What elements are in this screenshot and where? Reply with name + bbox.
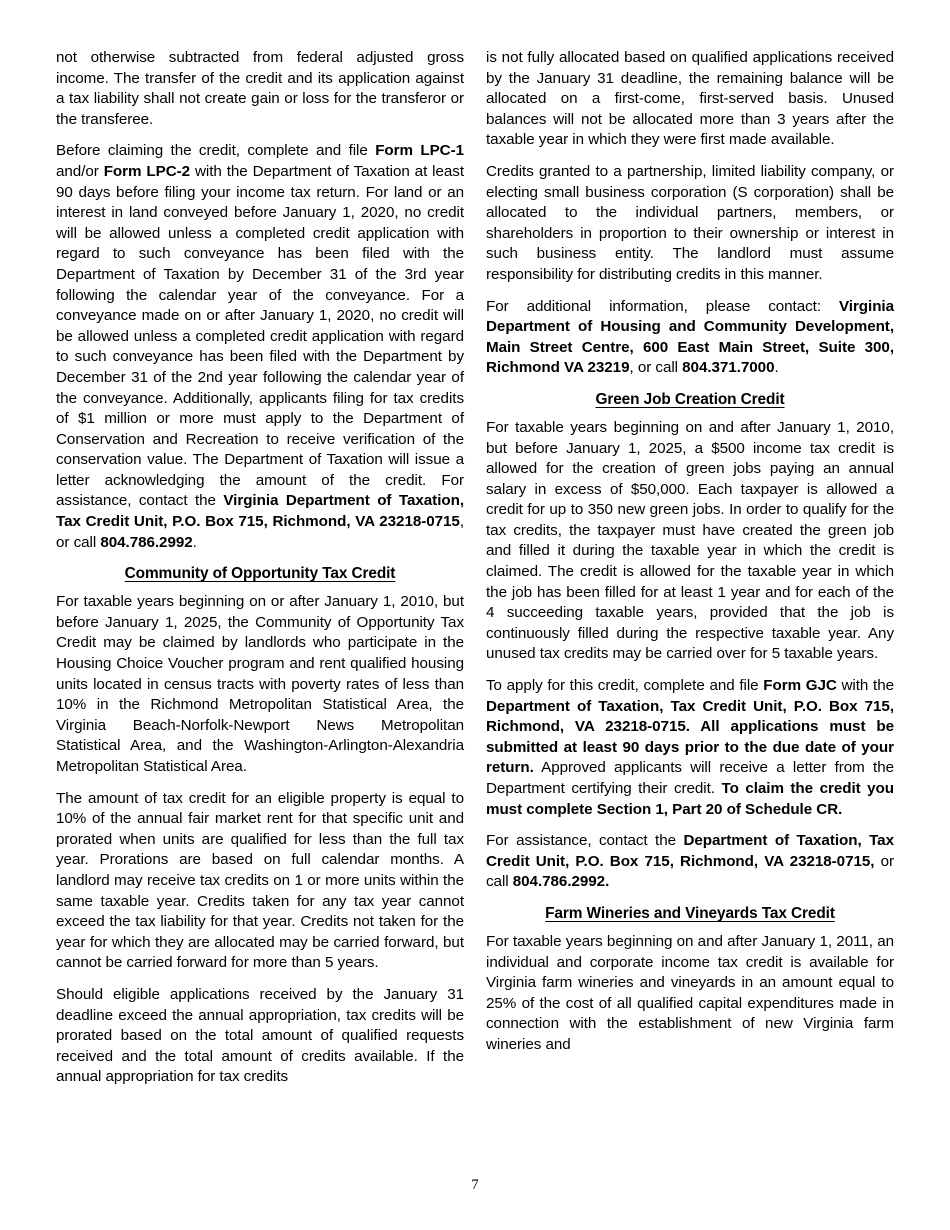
heading-green-job-creation-credit: Green Job Creation Credit bbox=[595, 390, 785, 408]
body-text: For taxable years beginning on and after January 1, 2010, but before January 1, 2025, a $500 income tax credit is allowed for the creation of green jobs paying an annual salary in excess of $50,000. Each taxpayer is allowed a credit for up to 350 new green jobs. In order to qualify for the tax credits, the taxpayer must have created the green job and filled it during the taxable year in which the credit is claimed. The credit is allowed for the taxable year in which the job has been filled for at least 1 year and for each of the 4 succeeding taxable years, provided that the job is continuously filled during the respective taxable year. Any unused tax credits may be carried over for 5 taxable years. bbox=[486, 418, 894, 663]
paragraph-gjc-assistance-contact bbox=[486, 831, 894, 893]
heading-community-of-opportunity-tax-credit: Community of Opportunity Tax Credit bbox=[124, 565, 396, 583]
emphasis-text: Form GJC bbox=[763, 677, 837, 695]
body-text: For additional information, please contact: bbox=[486, 297, 839, 315]
body-text: Before claiming the credit, complete and file bbox=[56, 142, 376, 160]
page-number: 7 bbox=[471, 1177, 479, 1193]
body-text: The amount of tax credit for an eligible property is equal to 10% of the annual fair market rent for that specific unit and prorated when units are qualified for less than the full tax year. Prorations are based on full calendar months. A landlord may receive tax credits on 1 or more units within the same taxable year. Credits taken for any tax year cannot exceed the tax liability for that year. Credits not taken for the year for which they are allocated may be carried forward, but cannot be carried forward for more than 5 years. bbox=[56, 789, 464, 972]
paragraph-before-claiming-credit bbox=[56, 141, 464, 553]
paragraph-community-opportunity-overview bbox=[56, 592, 464, 777]
paragraph-apply-form-gjc bbox=[486, 676, 894, 820]
emphasis-text: 804.786.2992 bbox=[100, 533, 193, 551]
body-text: and/or bbox=[56, 162, 104, 180]
body-text: , or call bbox=[56, 513, 464, 551]
paragraph-allocation-first-come-first-served bbox=[486, 48, 894, 151]
body-text: is not fully allocated based on qualified applications received by the January 31 deadline, the remaining balance will be allocated on a first-come, first-served basis. Unused balances will not be allocated more than 3 years after the taxable year in which they were first made available. bbox=[486, 49, 894, 149]
body-text: To apply for this credit, complete and file bbox=[486, 677, 764, 695]
two-column-body bbox=[56, 48, 894, 1168]
body-text: or call bbox=[486, 852, 895, 891]
paragraph-additional-information-dhcd bbox=[486, 297, 894, 379]
paragraph-farm-wineries-overview bbox=[486, 932, 894, 1056]
paragraph-credits-granted-to-partnership bbox=[486, 162, 894, 286]
body-text: with the Department of Taxation at least 90 days before filing your income tax return. For land or an interest in land conveyed before January 1, 2020, no credit will be allowed unless a completed credit application with regard to such conveyance has been filed with the Department of Taxation by December 31 of the 3rd year following the calendar year of the conveyance. For a conveyance made on or after January 1, 2020, no credit will be allowed unless a completed credit application with regard to such conveyance has been filed with the Department by December 31 of the 2nd year following the calendar year of the conveyance. Additionally, applicants filing for tax credits of $1 million or more must apply to the Department of Conservation and Recreation to receive verification of the conservation value. The Department of Taxation will issue a letter acknowledging the amount of the credit. For assistance, contact the bbox=[56, 162, 464, 510]
body-text: Should eligible applications received by the January 31 deadline exceed the annual appropriation, tax credits will be prorated based on the total amount of qualified requests received and the total amount of credits available. If the annual appropriation for tax credits bbox=[56, 985, 464, 1086]
emphasis-text: Department of Taxation, Tax Credit Unit, P.O. Box 715, Richmond, VA 23218-0715, bbox=[486, 832, 894, 870]
emphasis-text: To claim the credit you must complete Section 1, Part 20 of Schedule CR. bbox=[486, 780, 894, 818]
body-text: For assistance, contact the bbox=[486, 832, 684, 850]
body-text: For taxable years beginning on or after January 1, 2010, but before January 1, 2025, the Community of Opportunity Tax Credit may be claimed by landlords who participate in the Housing Choice Voucher program and rent qualified housing units located in census tracts with poverty rates of less than 10% in the Richmond Metropolitan Statistical Area, the Virginia Beach-Norfolk-Newport News Metropolitan Statistical Area, and the Washington-Arlington-Alexandria Metropolitan Statistical Area. bbox=[56, 593, 464, 775]
emphasis-text: Virginia Department of Taxation, Tax Credit Unit, P.O. Box 715, Richmond, VA 23218-0715 bbox=[56, 492, 464, 531]
emphasis-text: Department of Taxation, Tax Credit Unit, P.O. Box 715, Richmond, VA 23218-0715. All applications must be submitted at least 90 days prior to the due date of your return. bbox=[486, 697, 894, 777]
emphasis-text: Virginia Department of Housing and Community Development, Main Street Centre, 600 East Main Street, Suite 300, Richmond VA 23219 bbox=[486, 297, 894, 377]
body-text: Credits granted to a partnership, limited liability company, or electing small business corporation (S corporation) shall be allocated to the individual partners, members, or shareholders in proportion to their ownership or interest in such business entity. The landlord must assume responsibility for distributing credits in this manner. bbox=[486, 162, 894, 283]
paragraph-amount-of-tax-credit bbox=[56, 789, 464, 974]
body-text: . bbox=[192, 533, 197, 551]
emphasis-text: Form LPC-2 bbox=[103, 162, 191, 180]
paragraph-eligible-applications-proration bbox=[56, 985, 464, 1088]
heading-farm-wineries-and-vineyards-tax-credit: Farm Wineries and Vineyards Tax Credit bbox=[545, 904, 835, 922]
body-text: not otherwise subtracted from federal adjusted gross income. The transfer of the credit and its application against a tax liability shall not create gain or loss for the transferor or the transferee. bbox=[56, 49, 464, 128]
body-text: . bbox=[774, 359, 779, 377]
body-text: , or call bbox=[629, 359, 683, 377]
emphasis-text: Form LPC-1 bbox=[375, 142, 464, 160]
body-text: For taxable years beginning on and after January 1, 2011, an individual and corporate income tax credit is available for Virginia farm wineries and vineyards in an amount equal to 25% of the cost of all qualified capital expenditures made in connection with the establishment of new Virginia farm wineries and bbox=[486, 932, 894, 1053]
paragraph-transfer-of-credit bbox=[56, 48, 464, 130]
left-text-column bbox=[56, 48, 464, 1168]
body-text: Approved applicants will receive a letter from the Department certifying their credit. bbox=[486, 759, 894, 797]
emphasis-text: 804.786.2992. bbox=[512, 873, 610, 891]
emphasis-text: 804.371.7000 bbox=[682, 359, 775, 377]
body-text: with the bbox=[836, 677, 894, 695]
paragraph-green-job-overview bbox=[486, 418, 894, 665]
right-text-column bbox=[486, 48, 894, 1168]
